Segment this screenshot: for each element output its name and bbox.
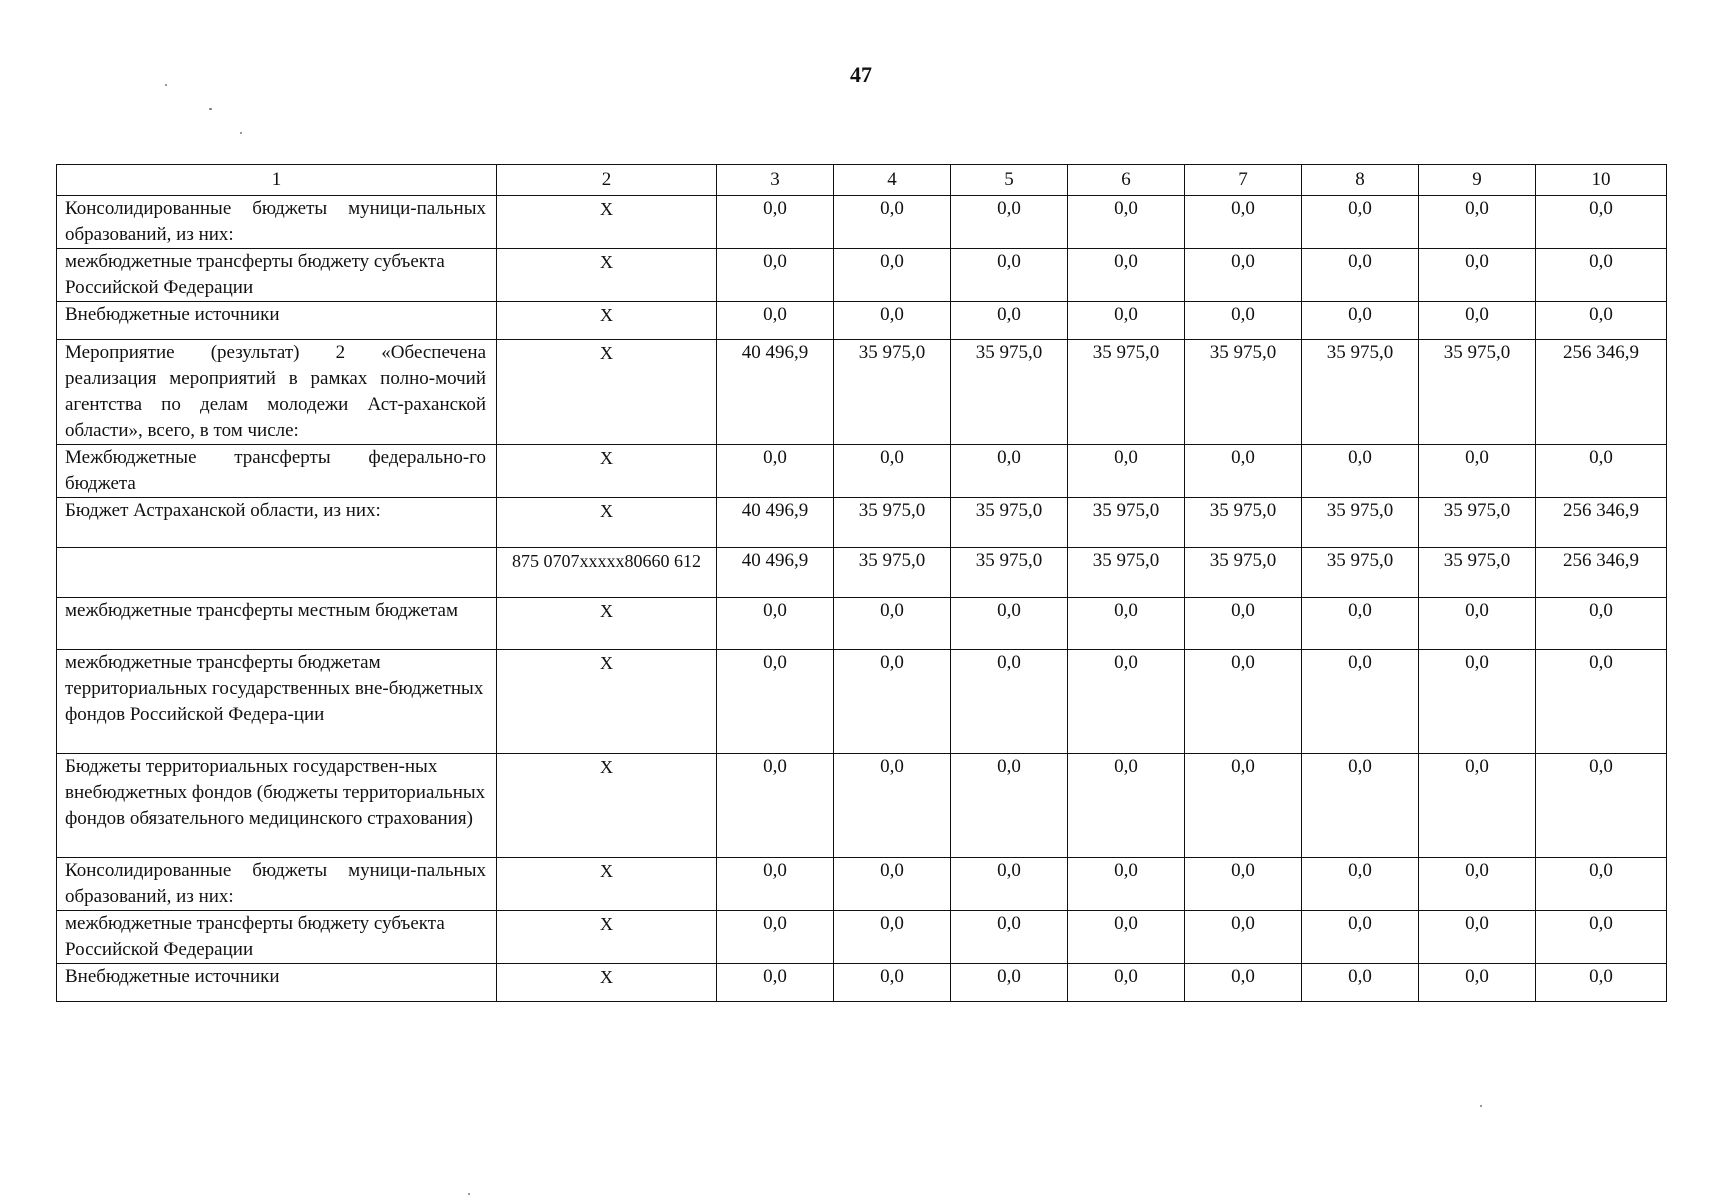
value-cell: 0,0 <box>1068 650 1185 754</box>
scan-speck <box>165 84 167 86</box>
total-cell: 256 346,9 <box>1536 340 1667 445</box>
column-header: 8 <box>1302 165 1419 196</box>
column-header: 5 <box>951 165 1068 196</box>
row-name: Мероприятие (результат) 2 «Обеспечена реализация мероприятий в рамках полно-мочий агентства по делам молодежи Аст-раханской области», всего, в том числе: <box>57 340 497 445</box>
value-cell: 35 975,0 <box>1302 548 1419 598</box>
total-cell: 0,0 <box>1536 964 1667 1002</box>
value-cell: 0,0 <box>1185 650 1302 754</box>
row-code: Х <box>497 498 717 548</box>
row-name: Внебюджетные источники <box>57 964 497 1002</box>
value-cell: 0,0 <box>717 445 834 498</box>
value-cell: 0,0 <box>717 302 834 340</box>
row-name: Межбюджетные трансферты федерально-го бюджета <box>57 445 497 498</box>
value-cell: 0,0 <box>1068 196 1185 249</box>
total-cell: 0,0 <box>1536 911 1667 964</box>
table-row <box>57 445 1667 498</box>
value-cell: 35 975,0 <box>1185 340 1302 445</box>
value-cell: 0,0 <box>1419 964 1536 1002</box>
value-cell: 0,0 <box>834 754 951 858</box>
value-cell: 0,0 <box>1302 249 1419 302</box>
value-cell: 35 975,0 <box>1419 498 1536 548</box>
value-cell: 0,0 <box>1068 964 1185 1002</box>
value-cell: 0,0 <box>834 598 951 650</box>
header-row <box>57 165 1667 196</box>
value-cell: 0,0 <box>1185 598 1302 650</box>
value-cell: 35 975,0 <box>951 340 1068 445</box>
value-cell: 0,0 <box>1302 650 1419 754</box>
value-cell: 0,0 <box>951 911 1068 964</box>
value-cell: 0,0 <box>1185 302 1302 340</box>
value-cell: 0,0 <box>717 196 834 249</box>
table-row <box>57 598 1667 650</box>
value-cell: 35 975,0 <box>1185 498 1302 548</box>
total-cell: 0,0 <box>1536 445 1667 498</box>
column-header: 6 <box>1068 165 1185 196</box>
value-cell: 35 975,0 <box>834 548 951 598</box>
value-cell: 0,0 <box>1419 302 1536 340</box>
value-cell: 0,0 <box>834 445 951 498</box>
value-cell: 35 975,0 <box>1419 548 1536 598</box>
total-cell: 0,0 <box>1536 858 1667 911</box>
value-cell: 0,0 <box>1302 911 1419 964</box>
value-cell: 0,0 <box>1419 650 1536 754</box>
value-cell: 35 975,0 <box>1419 340 1536 445</box>
value-cell: 40 496,9 <box>717 548 834 598</box>
table-row <box>57 340 1667 445</box>
value-cell: 0,0 <box>951 650 1068 754</box>
value-cell: 0,0 <box>1068 754 1185 858</box>
table-row <box>57 196 1667 249</box>
row-name <box>57 548 497 598</box>
scan-speck <box>240 132 242 134</box>
table-row <box>57 858 1667 911</box>
row-name: Консолидированные бюджеты муници-пальных образований, из них: <box>57 196 497 249</box>
value-cell: 0,0 <box>834 196 951 249</box>
value-cell: 0,0 <box>1419 754 1536 858</box>
table-row <box>57 249 1667 302</box>
value-cell: 0,0 <box>1185 858 1302 911</box>
column-header: 3 <box>717 165 834 196</box>
value-cell: 0,0 <box>1419 911 1536 964</box>
value-cell: 0,0 <box>1068 445 1185 498</box>
row-name: межбюджетные трансферты местным бюджетам <box>57 598 497 650</box>
row-name: межбюджетные трансферты бюджету субъекта Российской Федерации <box>57 911 497 964</box>
value-cell: 0,0 <box>1185 964 1302 1002</box>
table-row <box>57 548 1667 598</box>
total-cell: 0,0 <box>1536 196 1667 249</box>
value-cell: 35 975,0 <box>1302 340 1419 445</box>
total-cell: 0,0 <box>1536 754 1667 858</box>
value-cell: 35 975,0 <box>834 498 951 548</box>
value-cell: 0,0 <box>717 911 834 964</box>
value-cell: 35 975,0 <box>951 548 1068 598</box>
value-cell: 0,0 <box>951 249 1068 302</box>
value-cell: 0,0 <box>951 598 1068 650</box>
value-cell: 0,0 <box>1302 196 1419 249</box>
table-row <box>57 498 1667 548</box>
row-code: Х <box>497 754 717 858</box>
row-code: Х <box>497 249 717 302</box>
table-row <box>57 650 1667 754</box>
value-cell: 0,0 <box>1419 196 1536 249</box>
value-cell: 0,0 <box>1302 858 1419 911</box>
value-cell: 0,0 <box>1302 754 1419 858</box>
value-cell: 0,0 <box>1419 249 1536 302</box>
value-cell: 0,0 <box>834 964 951 1002</box>
row-name: межбюджетные трансферты бюджету субъекта Российской Федерации <box>57 249 497 302</box>
row-name: Внебюджетные источники <box>57 302 497 340</box>
table-row <box>57 911 1667 964</box>
row-code: Х <box>497 340 717 445</box>
value-cell: 0,0 <box>1068 249 1185 302</box>
value-cell: 0,0 <box>834 650 951 754</box>
value-cell: 35 975,0 <box>1302 498 1419 548</box>
page-number: 47 <box>850 62 872 87</box>
value-cell: 0,0 <box>834 858 951 911</box>
row-code: Х <box>497 445 717 498</box>
row-name: Консолидированные бюджеты муници-пальных образований, из них: <box>57 858 497 911</box>
scan-speck <box>468 1193 470 1195</box>
value-cell: 0,0 <box>717 598 834 650</box>
value-cell: 40 496,9 <box>717 340 834 445</box>
value-cell: 0,0 <box>951 964 1068 1002</box>
total-cell: 0,0 <box>1536 249 1667 302</box>
row-name: межбюджетные трансферты бюджетам территориальных государственных вне-бюджетных фондов Российской Федера-ции <box>57 650 497 754</box>
table-row <box>57 964 1667 1002</box>
value-cell: 35 975,0 <box>1068 340 1185 445</box>
scan-speck <box>209 108 212 110</box>
value-cell: 0,0 <box>951 858 1068 911</box>
value-cell: 0,0 <box>1185 754 1302 858</box>
value-cell: 0,0 <box>717 858 834 911</box>
value-cell: 0,0 <box>717 650 834 754</box>
value-cell: 0,0 <box>1302 302 1419 340</box>
value-cell: 35 975,0 <box>951 498 1068 548</box>
value-cell: 0,0 <box>1302 598 1419 650</box>
value-cell: 0,0 <box>951 754 1068 858</box>
column-header: 10 <box>1536 165 1667 196</box>
column-header: 2 <box>497 165 717 196</box>
total-cell: 0,0 <box>1536 302 1667 340</box>
row-name: Бюджет Астраханской области, из них: <box>57 498 497 548</box>
column-header: 4 <box>834 165 951 196</box>
value-cell: 0,0 <box>1068 302 1185 340</box>
value-cell: 0,0 <box>1419 445 1536 498</box>
value-cell: 40 496,9 <box>717 498 834 548</box>
row-code: Х <box>497 598 717 650</box>
table-row <box>57 302 1667 340</box>
value-cell: 35 975,0 <box>1068 498 1185 548</box>
value-cell: 0,0 <box>951 445 1068 498</box>
total-cell: 256 346,9 <box>1536 548 1667 598</box>
value-cell: 0,0 <box>1419 858 1536 911</box>
total-cell: 0,0 <box>1536 650 1667 754</box>
row-code: Х <box>497 964 717 1002</box>
value-cell: 0,0 <box>717 249 834 302</box>
row-code: Х <box>497 650 717 754</box>
value-cell: 0,0 <box>1185 445 1302 498</box>
row-code: 875 0707xxxxx80660 612 <box>497 548 717 598</box>
value-cell: 35 975,0 <box>1185 548 1302 598</box>
column-header: 7 <box>1185 165 1302 196</box>
value-cell: 35 975,0 <box>1068 548 1185 598</box>
row-code: Х <box>497 196 717 249</box>
row-code: Х <box>497 858 717 911</box>
total-cell: 256 346,9 <box>1536 498 1667 548</box>
value-cell: 0,0 <box>1068 858 1185 911</box>
value-cell: 0,0 <box>1185 911 1302 964</box>
row-code: Х <box>497 911 717 964</box>
value-cell: 0,0 <box>1068 598 1185 650</box>
table-row <box>57 754 1667 858</box>
scan-speck <box>1480 1105 1482 1107</box>
row-code: Х <box>497 302 717 340</box>
value-cell: 0,0 <box>1302 445 1419 498</box>
budget-table <box>56 164 1667 1002</box>
value-cell: 0,0 <box>717 964 834 1002</box>
value-cell: 0,0 <box>1185 249 1302 302</box>
value-cell: 0,0 <box>834 249 951 302</box>
value-cell: 35 975,0 <box>834 340 951 445</box>
column-header: 9 <box>1419 165 1536 196</box>
column-header: 1 <box>57 165 497 196</box>
value-cell: 0,0 <box>834 302 951 340</box>
row-name: Бюджеты территориальных государствен-ных внебюджетных фондов (бюджеты территориальных фондов обязательного медицинского страхования) <box>57 754 497 858</box>
value-cell: 0,0 <box>1185 196 1302 249</box>
total-cell: 0,0 <box>1536 598 1667 650</box>
value-cell: 0,0 <box>951 196 1068 249</box>
value-cell: 0,0 <box>717 754 834 858</box>
value-cell: 0,0 <box>951 302 1068 340</box>
value-cell: 0,0 <box>1068 911 1185 964</box>
value-cell: 0,0 <box>834 911 951 964</box>
value-cell: 0,0 <box>1419 598 1536 650</box>
value-cell: 0,0 <box>1302 964 1419 1002</box>
